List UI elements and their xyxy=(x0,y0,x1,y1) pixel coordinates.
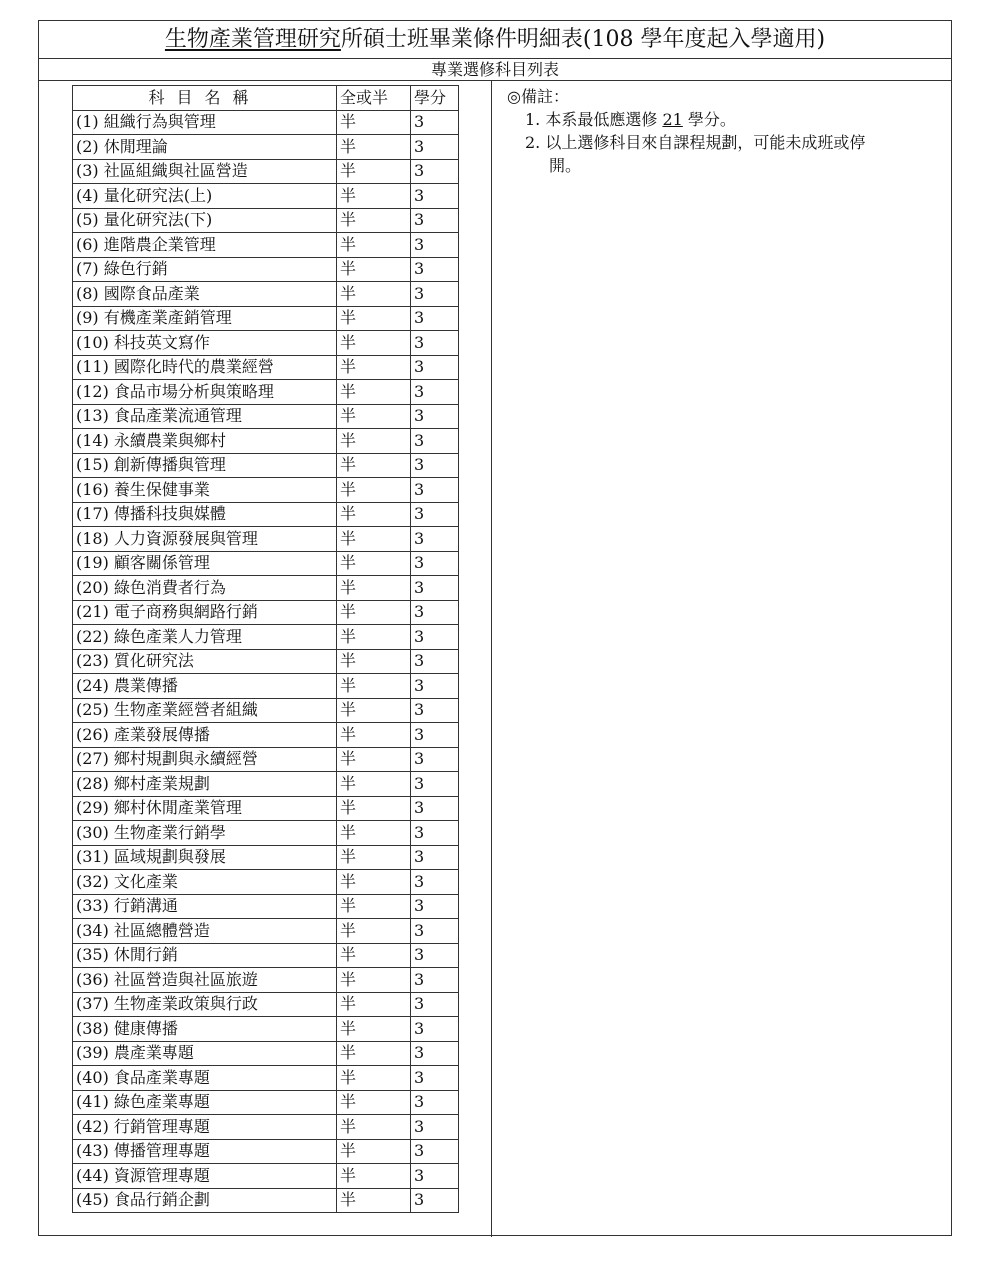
table-body xyxy=(73,110,459,1213)
credits-cell: 3 xyxy=(411,306,459,331)
full-or-half-cell: 半 xyxy=(337,1017,411,1042)
note-item-1 xyxy=(507,108,865,131)
table-row xyxy=(73,943,459,968)
course-name-cell: (4) 量化研究法(上) xyxy=(73,184,337,209)
table-row xyxy=(73,894,459,919)
full-or-half-cell: 半 xyxy=(337,429,411,454)
note-1-prefix: 1. 本系最低應選修 xyxy=(525,110,658,129)
credits-cell: 3 xyxy=(411,1188,459,1213)
course-name-cell: (6) 進階農企業管理 xyxy=(73,233,337,258)
table-row xyxy=(73,551,459,576)
credits-cell: 3 xyxy=(411,1090,459,1115)
credits-cell: 3 xyxy=(411,208,459,233)
credits-cell: 3 xyxy=(411,1115,459,1140)
table-row xyxy=(73,821,459,846)
credits-cell: 3 xyxy=(411,159,459,184)
table-row xyxy=(73,747,459,772)
credits-cell: 3 xyxy=(411,1041,459,1066)
table-row xyxy=(73,600,459,625)
full-or-half-cell: 半 xyxy=(337,208,411,233)
credits-cell: 3 xyxy=(411,968,459,993)
elective-course-table xyxy=(72,85,459,1213)
course-name-cell: (43) 傳播管理專題 xyxy=(73,1139,337,1164)
full-or-half-cell: 半 xyxy=(337,894,411,919)
table-row xyxy=(73,159,459,184)
course-name-cell: (24) 農業傳播 xyxy=(73,674,337,699)
table-header-row xyxy=(73,86,459,111)
table-row xyxy=(73,1164,459,1189)
table-row xyxy=(73,282,459,307)
table-row xyxy=(73,625,459,650)
credits-cell: 3 xyxy=(411,110,459,135)
course-name-cell: (8) 國際食品產業 xyxy=(73,282,337,307)
note-1-credit-value: 21 xyxy=(662,110,683,129)
credits-cell: 3 xyxy=(411,821,459,846)
course-name-cell: (28) 鄉村產業規劃 xyxy=(73,772,337,797)
course-name-cell: (2) 休閒理論 xyxy=(73,135,337,160)
course-name-cell: (20) 綠色消費者行為 xyxy=(73,576,337,601)
course-name-cell: (13) 食品產業流通管理 xyxy=(73,404,337,429)
credits-cell: 3 xyxy=(411,404,459,429)
full-or-half-cell: 半 xyxy=(337,110,411,135)
page-title-rest: 所碩士班畢業條件明細表(108 學年度起入學適用) xyxy=(340,27,826,52)
table-row xyxy=(73,674,459,699)
table-row xyxy=(73,1139,459,1164)
course-name-cell: (9) 有機產業產銷管理 xyxy=(73,306,337,331)
credits-cell: 3 xyxy=(411,355,459,380)
course-name-cell: (35) 休閒行銷 xyxy=(73,943,337,968)
full-or-half-cell: 半 xyxy=(337,159,411,184)
course-name-cell: (42) 行銷管理專題 xyxy=(73,1115,337,1140)
page-title-institute: 生物產業管理研究 xyxy=(164,27,341,52)
course-name-cell: (12) 食品市場分析與策略理 xyxy=(73,380,337,405)
course-name-cell: (45) 食品行銷企劃 xyxy=(73,1188,337,1213)
full-or-half-cell: 半 xyxy=(337,845,411,870)
table-row xyxy=(73,257,459,282)
credits-cell: 3 xyxy=(411,772,459,797)
page-title xyxy=(39,21,951,59)
full-or-half-cell: 半 xyxy=(337,600,411,625)
full-or-half-cell: 半 xyxy=(337,576,411,601)
credits-cell: 3 xyxy=(411,184,459,209)
credits-cell: 3 xyxy=(411,919,459,944)
header-credits: 學分 xyxy=(411,86,459,111)
table-row xyxy=(73,355,459,380)
table-row xyxy=(73,208,459,233)
course-name-cell: (26) 產業發展傳播 xyxy=(73,723,337,748)
page-subtitle: 專業選修科目列表 xyxy=(39,59,951,81)
table-row xyxy=(73,698,459,723)
credits-cell: 3 xyxy=(411,257,459,282)
course-name-cell: (37) 生物產業政策與行政 xyxy=(73,992,337,1017)
table-row xyxy=(73,453,459,478)
full-or-half-cell: 半 xyxy=(337,821,411,846)
full-or-half-cell: 半 xyxy=(337,1090,411,1115)
header-course-name: 科目名稱 xyxy=(73,86,337,111)
course-name-cell: (33) 行銷溝通 xyxy=(73,894,337,919)
credits-cell: 3 xyxy=(411,1139,459,1164)
course-name-cell: (29) 鄉村休閒產業管理 xyxy=(73,796,337,821)
table-row xyxy=(73,1041,459,1066)
table-row xyxy=(73,478,459,503)
course-name-cell: (19) 顧客關係管理 xyxy=(73,551,337,576)
full-or-half-cell: 半 xyxy=(337,306,411,331)
table-row xyxy=(73,1188,459,1213)
credits-cell: 3 xyxy=(411,992,459,1017)
course-name-cell: (39) 農產業專題 xyxy=(73,1041,337,1066)
notes-section xyxy=(507,85,865,177)
full-or-half-cell: 半 xyxy=(337,1041,411,1066)
full-or-half-cell: 半 xyxy=(337,968,411,993)
table-row xyxy=(73,1090,459,1115)
course-name-cell: (41) 綠色產業專題 xyxy=(73,1090,337,1115)
full-or-half-cell: 半 xyxy=(337,257,411,282)
table-row xyxy=(73,870,459,895)
credits-cell: 3 xyxy=(411,233,459,258)
credits-cell: 3 xyxy=(411,649,459,674)
course-name-cell: (31) 區域規劃與發展 xyxy=(73,845,337,870)
full-or-half-cell: 半 xyxy=(337,1115,411,1140)
table-row xyxy=(73,1066,459,1091)
full-or-half-cell: 半 xyxy=(337,723,411,748)
course-name-cell: (22) 綠色產業人力管理 xyxy=(73,625,337,650)
credits-cell: 3 xyxy=(411,502,459,527)
full-or-half-cell: 半 xyxy=(337,502,411,527)
credits-cell: 3 xyxy=(411,625,459,650)
credits-cell: 3 xyxy=(411,845,459,870)
course-name-cell: (10) 科技英文寫作 xyxy=(73,331,337,356)
header-full-or-half: 全或半 xyxy=(337,86,411,111)
credits-cell: 3 xyxy=(411,453,459,478)
table-row xyxy=(73,527,459,552)
course-name-cell: (40) 食品產業專題 xyxy=(73,1066,337,1091)
full-or-half-cell: 半 xyxy=(337,649,411,674)
full-or-half-cell: 半 xyxy=(337,625,411,650)
credits-cell: 3 xyxy=(411,331,459,356)
table-row xyxy=(73,135,459,160)
course-name-cell: (25) 生物產業經營者組織 xyxy=(73,698,337,723)
table-row xyxy=(73,723,459,748)
credits-cell: 3 xyxy=(411,796,459,821)
full-or-half-cell: 半 xyxy=(337,772,411,797)
credits-cell: 3 xyxy=(411,429,459,454)
credits-cell: 3 xyxy=(411,674,459,699)
full-or-half-cell: 半 xyxy=(337,1164,411,1189)
full-or-half-cell: 半 xyxy=(337,1188,411,1213)
full-or-half-cell: 半 xyxy=(337,992,411,1017)
full-or-half-cell: 半 xyxy=(337,796,411,821)
course-name-cell: (16) 養生保健事業 xyxy=(73,478,337,503)
credits-cell: 3 xyxy=(411,527,459,552)
table-row xyxy=(73,919,459,944)
credits-cell: 3 xyxy=(411,478,459,503)
table-row xyxy=(73,845,459,870)
credits-cell: 3 xyxy=(411,894,459,919)
table-row xyxy=(73,404,459,429)
full-or-half-cell: 半 xyxy=(337,453,411,478)
course-name-cell: (17) 傳播科技與媒體 xyxy=(73,502,337,527)
credits-cell: 3 xyxy=(411,282,459,307)
course-name-cell: (14) 永續農業與鄉村 xyxy=(73,429,337,454)
course-name-cell: (30) 生物產業行銷學 xyxy=(73,821,337,846)
course-name-cell: (23) 質化研究法 xyxy=(73,649,337,674)
document-frame xyxy=(38,20,952,1236)
table-row xyxy=(73,110,459,135)
table-row xyxy=(73,992,459,1017)
full-or-half-cell: 半 xyxy=(337,380,411,405)
note-item-2: 2. 以上選修科目來自課程規劃，可能未成班或停 xyxy=(525,133,866,152)
credits-cell: 3 xyxy=(411,600,459,625)
full-or-half-cell: 半 xyxy=(337,478,411,503)
note-item-2-continued: 開。 xyxy=(549,156,582,175)
course-name-cell: (32) 文化產業 xyxy=(73,870,337,895)
credits-cell: 3 xyxy=(411,1017,459,1042)
column-divider xyxy=(491,81,492,1237)
full-or-half-cell: 半 xyxy=(337,551,411,576)
course-name-cell: (27) 鄉村規劃與永續經營 xyxy=(73,747,337,772)
note-1-suffix: 學分。 xyxy=(687,110,736,129)
table-row xyxy=(73,772,459,797)
credits-cell: 3 xyxy=(411,747,459,772)
full-or-half-cell: 半 xyxy=(337,184,411,209)
full-or-half-cell: 半 xyxy=(337,674,411,699)
course-name-cell: (5) 量化研究法(下) xyxy=(73,208,337,233)
full-or-half-cell: 半 xyxy=(337,1066,411,1091)
table-row xyxy=(73,649,459,674)
course-name-cell: (3) 社區組織與社區營造 xyxy=(73,159,337,184)
full-or-half-cell: 半 xyxy=(337,282,411,307)
credits-cell: 3 xyxy=(411,943,459,968)
table-row xyxy=(73,1017,459,1042)
full-or-half-cell: 半 xyxy=(337,870,411,895)
table-row xyxy=(73,331,459,356)
course-name-cell: (21) 電子商務與網路行銷 xyxy=(73,600,337,625)
full-or-half-cell: 半 xyxy=(337,919,411,944)
table-row xyxy=(73,233,459,258)
full-or-half-cell: 半 xyxy=(337,331,411,356)
full-or-half-cell: 半 xyxy=(337,747,411,772)
full-or-half-cell: 半 xyxy=(337,404,411,429)
course-name-cell: (7) 綠色行銷 xyxy=(73,257,337,282)
table-row xyxy=(73,380,459,405)
table-row xyxy=(73,429,459,454)
course-name-cell: (11) 國際化時代的農業經營 xyxy=(73,355,337,380)
full-or-half-cell: 半 xyxy=(337,135,411,160)
table-row xyxy=(73,502,459,527)
table-row xyxy=(73,1115,459,1140)
full-or-half-cell: 半 xyxy=(337,1139,411,1164)
course-name-cell: (15) 創新傳播與管理 xyxy=(73,453,337,478)
course-name-cell: (18) 人力資源發展與管理 xyxy=(73,527,337,552)
course-name-cell: (1) 組織行為與管理 xyxy=(73,110,337,135)
full-or-half-cell: 半 xyxy=(337,355,411,380)
table-row xyxy=(73,184,459,209)
credits-cell: 3 xyxy=(411,1066,459,1091)
full-or-half-cell: 半 xyxy=(337,943,411,968)
full-or-half-cell: 半 xyxy=(337,698,411,723)
course-name-cell: (34) 社區總體營造 xyxy=(73,919,337,944)
course-name-cell: (36) 社區營造與社區旅遊 xyxy=(73,968,337,993)
credits-cell: 3 xyxy=(411,870,459,895)
credits-cell: 3 xyxy=(411,1164,459,1189)
full-or-half-cell: 半 xyxy=(337,233,411,258)
notes-heading: ◎備註： xyxy=(507,87,569,106)
credits-cell: 3 xyxy=(411,576,459,601)
table-row xyxy=(73,796,459,821)
course-name-cell: (38) 健康傳播 xyxy=(73,1017,337,1042)
credits-cell: 3 xyxy=(411,723,459,748)
credits-cell: 3 xyxy=(411,135,459,160)
credits-cell: 3 xyxy=(411,380,459,405)
table-row xyxy=(73,968,459,993)
credits-cell: 3 xyxy=(411,551,459,576)
full-or-half-cell: 半 xyxy=(337,527,411,552)
table-row xyxy=(73,306,459,331)
course-name-cell: (44) 資源管理專題 xyxy=(73,1164,337,1189)
table-row xyxy=(73,576,459,601)
credits-cell: 3 xyxy=(411,698,459,723)
